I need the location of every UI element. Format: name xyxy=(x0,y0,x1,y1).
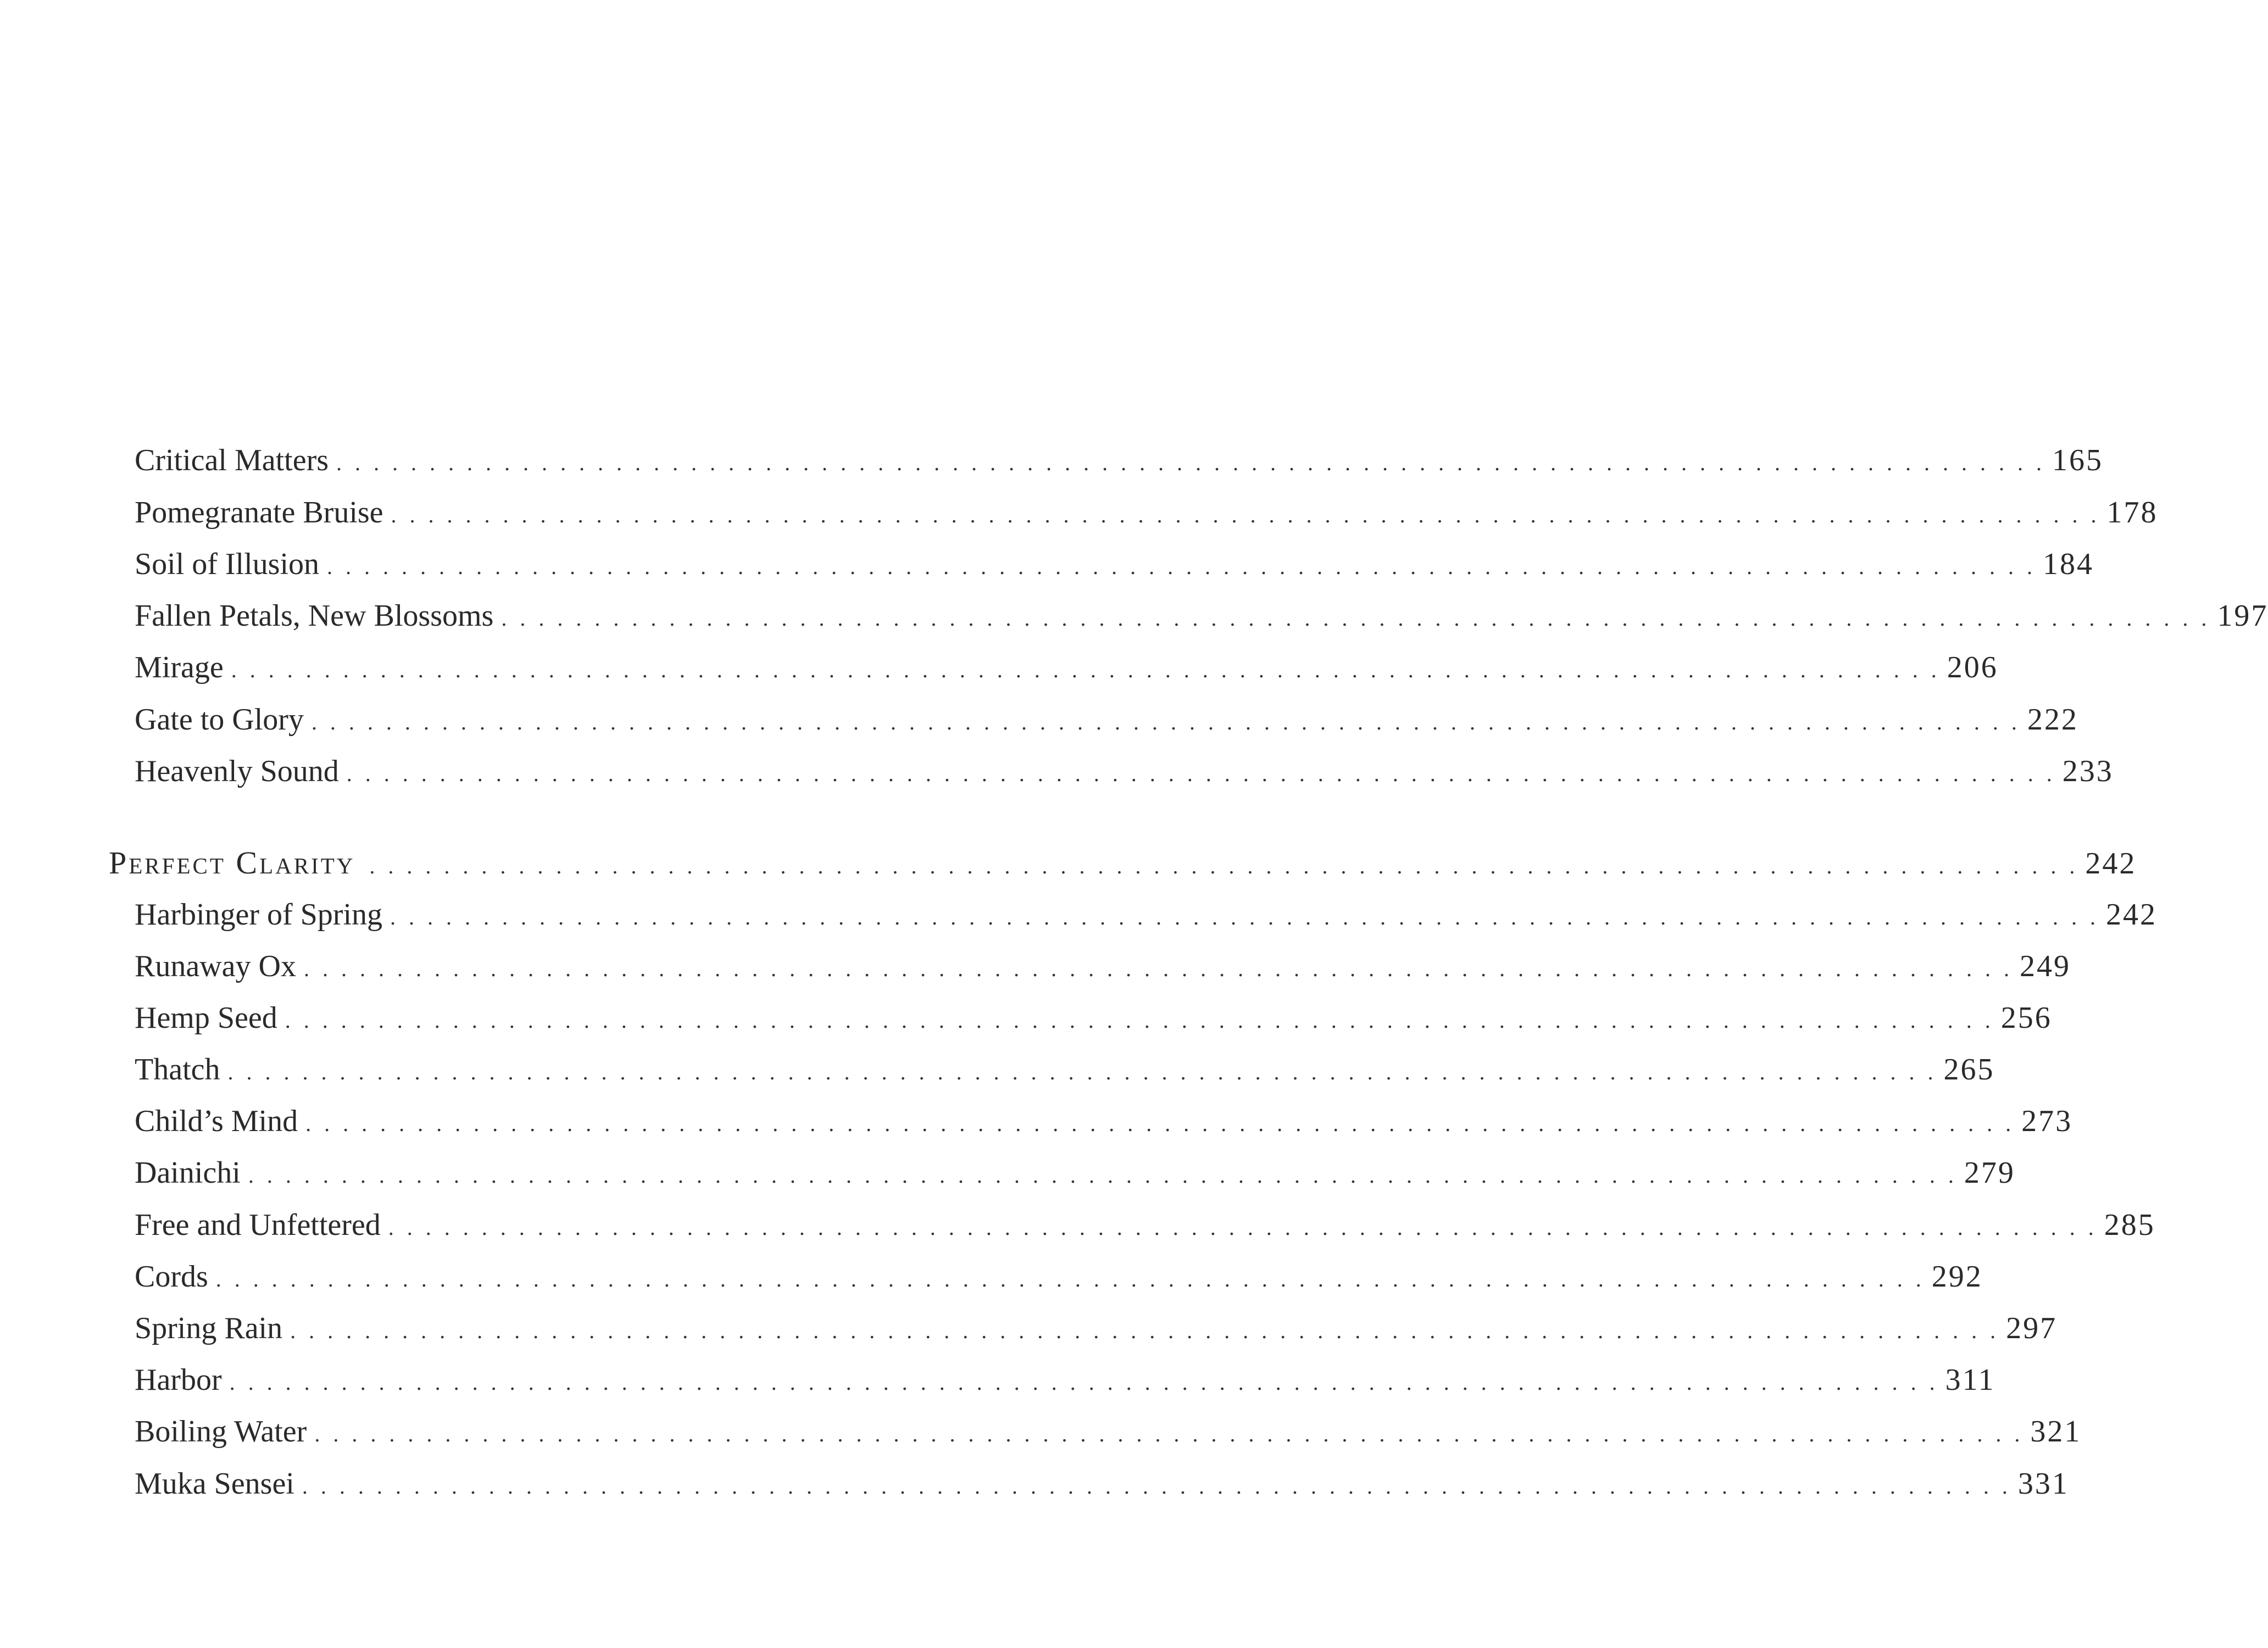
toc-entry-title: Child’s Mind xyxy=(135,1104,298,1138)
dot-leader: . . . . . . . . . . . . . . . . . . . . . . . . . . . . . . . . . . . . . . . . . . . . . . . . . . . . . . . . . . . . . . . . . . . . . . . . . . . . . . . . . . . . . . . . . . . . xyxy=(336,450,2046,475)
toc-page-number: 222 xyxy=(2027,703,2078,737)
toc-entry-title: Soil of Illusion xyxy=(135,547,320,581)
dot-leader: . . . . . . . . . . . . . . . . . . . . . . . . . . . . . . . . . . . . . . . . . . . . . . . . . . . . . . . . . . . . . . . . . . . . . . . . . . . . . . . . . . . . . . . . . . . . xyxy=(302,1474,2011,1499)
toc-entry-title: Fallen Petals, New Blossoms xyxy=(135,599,494,633)
dot-leader: . . . . . . . . . . . . . . . . . . . . . . . . . . . . . . . . . . . . . . . . . . . . . . . . . . . . . . . . . . . . . . . . . . . . . . . . . . . . . . . . . . . . . . . . . . . . xyxy=(227,1060,1937,1084)
toc-page-number: 311 xyxy=(1945,1363,1995,1397)
toc-entry xyxy=(135,597,2268,635)
toc-page-number: 256 xyxy=(2000,1001,2052,1035)
toc-page-number: 279 xyxy=(1964,1156,2015,1190)
toc-entry xyxy=(135,947,2071,986)
toc-page-number: 206 xyxy=(1947,650,1998,684)
toc-entry xyxy=(135,1465,2069,1503)
toc-page-number: 165 xyxy=(2052,443,2104,477)
dot-leader: . . . . . . . . . . . . . . . . . . . . . . . . . . . . . . . . . . . . . . . . . . . . . . . . . . . . . . . . . . . . . . . . . . . . . . . . . . . . . . . . . . . . . . . . . . . . xyxy=(501,606,2211,631)
toc-entry-title: Harbor xyxy=(135,1363,222,1397)
toc-entry-title: Harbinger of Spring xyxy=(135,898,383,932)
toc-entry-title: Pomegranate Bruise xyxy=(135,495,383,530)
toc-entry xyxy=(135,1309,2058,1348)
toc-entry-title: Critical Matters xyxy=(135,443,329,477)
toc-entry xyxy=(135,1050,1995,1089)
toc-page-number: 273 xyxy=(2021,1104,2073,1138)
toc-page-number: 331 xyxy=(2017,1467,2069,1501)
toc-entry-title: Hemp Seed xyxy=(135,1001,277,1035)
toc-entry-title: Thatch xyxy=(135,1053,220,1087)
toc-entry xyxy=(135,1206,2155,1244)
toc-entry-title: Cords xyxy=(135,1260,208,1294)
dot-leader: . . . . . . . . . . . . . . . . . . . . . . . . . . . . . . . . . . . . . . . . . . . . . . . . . . . . . . . . . . . . . . . . . . . . . . . . . . . . . . . . . . . . . . . . . . . . xyxy=(229,1370,1939,1395)
dot-leader: . . . . . . . . . . . . . . . . . . . . . . . . . . . . . . . . . . . . . . . . . . . . . . . . . . . . . . . . . . . . . . . . . . . . . . . . . . . . . . . . . . . . . . . . . . . . xyxy=(305,1111,2015,1136)
toc-entry xyxy=(135,493,2158,532)
toc-entry xyxy=(135,1361,1995,1399)
dot-leader: . . . . . . . . . . . . . . . . . . . . . . . . . . . . . . . . . . . . . . . . . . . . . . . . . . . . . . . . . . . . . . . . . . . . . . . . . . . . . . . . . . . . . . . . . . . . xyxy=(215,1267,1925,1291)
dot-leader: . . . . . . . . . . . . . . . . . . . . . . . . . . . . . . . . . . . . . . . . . . . . . . . . . . . . . . . . . . . . . . . . . . . . . . . . . . . . . . . . . . . . . . . . . . . . xyxy=(314,1422,2024,1446)
dot-leader: . . . . . . . . . . . . . . . . . . . . . . . . . . . . . . . . . . . . . . . . . . . . . . . . . . . . . . . . . . . . . . . . . . . . . . . . . . . . . . . . . . . . . . . . . . . . xyxy=(285,1008,1994,1033)
toc-entry xyxy=(135,1102,2073,1140)
toc-entry-title: Mirage xyxy=(135,650,224,684)
toc-page-number: 178 xyxy=(2106,495,2158,530)
toc-entry-title: Muka Sensei xyxy=(135,1467,294,1501)
dot-leader: . . . . . . . . . . . . . . . . . . . . . . . . . . . . . . . . . . . . . . . . . . . . . . . . . . . . . . . . . . . . . . . . . . . . . . . . . . . . . . . . . . . . . . . . . . . . xyxy=(346,761,2056,786)
toc-entry-title: Dainichi xyxy=(135,1156,241,1190)
dot-leader: . . . . . . . . . . . . . . . . . . . . . . . . . . . . . . . . . . . . . . . . . . . . . . . . . . . . . . . . . . . . . . . . . . . . . . . . . . . . . . . . . . . . . . . . . . . . xyxy=(231,658,1941,682)
dot-leader: . . . . . . . . . . . . . . . . . . . . . . . . . . . . . . . . . . . . . . . . . . . . . . . . . . . . . . . . . . . . . . . . . . . . . . . . . . . . . . . . . . . . . . . . . . . . xyxy=(303,956,2013,981)
toc-page-number: 242 xyxy=(2106,898,2158,932)
dot-leader: . . . . . . . . . . . . . . . . . . . . . . . . . . . . . . . . . . . . . . . . . . . . . . . . . . . . . . . . . . . . . . . . . . . . . . . . . . . . . . . . . . . . . . . . . . . . xyxy=(327,554,2037,579)
dot-leader: . . . . . . . . . . . . . . . . . . . . . . . . . . . . . . . . . . . . . . . . . . . . . . . . . . . . . . . . . . . . . . . . . . . . . . . . . . . . . . . . . . . . . . . . . . . . xyxy=(388,1215,2098,1240)
dot-leader: . . . . . . . . . . . . . . . . . . . . . . . . . . . . . . . . . . . . . . . . . . . . . . . . . . . . . . . . . . . . . . . . . . . . . . . . . . . . . . . . . . . . . . . . . . . . xyxy=(369,854,2079,878)
toc-entry xyxy=(135,1154,2015,1192)
section-title: Perfect Clarity xyxy=(109,845,355,881)
dot-leader: . . . . . . . . . . . . . . . . . . . . . . . . . . . . . . . . . . . . . . . . . . . . . . . . . . . . . . . . . . . . . . . . . . . . . . . . . . . . . . . . . . . . . . . . . . . . xyxy=(311,710,2021,734)
toc-page-number: 292 xyxy=(1931,1260,1983,1294)
toc-page-number: 321 xyxy=(2030,1415,2082,1449)
toc-entry xyxy=(135,1412,2082,1451)
toc-page-number: 242 xyxy=(2085,847,2137,881)
toc-page-number: 249 xyxy=(2019,949,2071,983)
toc-entry xyxy=(135,648,1998,687)
toc-page-number: 285 xyxy=(2104,1208,2155,1242)
dot-leader: . . . . . . . . . . . . . . . . . . . . . . . . . . . . . . . . . . . . . . . . . . . . . . . . . . . . . . . . . . . . . . . . . . . . . . . . . . . . . . . . . . . . . . . . . . . . xyxy=(390,905,2100,929)
toc-section-heading xyxy=(109,844,2137,882)
toc-page-number: 297 xyxy=(2006,1311,2058,1345)
toc-entry-title: Spring Rain xyxy=(135,1311,283,1345)
dot-leader: . . . . . . . . . . . . . . . . . . . . . . . . . . . . . . . . . . . . . . . . . . . . . . . . . . . . . . . . . . . . . . . . . . . . . . . . . . . . . . . . . . . . . . . . . . . . xyxy=(248,1163,1958,1188)
dot-leader: . . . . . . . . . . . . . . . . . . . . . . . . . . . . . . . . . . . . . . . . . . . . . . . . . . . . . . . . . . . . . . . . . . . . . . . . . . . . . . . . . . . . . . . . . . . . xyxy=(290,1318,2000,1343)
toc-entry-title: Heavenly Sound xyxy=(135,754,339,788)
toc-entry xyxy=(135,1257,1983,1296)
toc-page-number: 265 xyxy=(1943,1053,1995,1087)
toc-entry xyxy=(135,752,2114,790)
toc-entry xyxy=(135,700,2078,739)
dot-leader: . . . . . . . . . . . . . . . . . . . . . . . . . . . . . . . . . . . . . . . . . . . . . . . . . . . . . . . . . . . . . . . . . . . . . . . . . . . . . . . . . . . . . . . . . . . . xyxy=(391,503,2100,527)
toc-entry-title: Gate to Glory xyxy=(135,703,304,737)
toc-entry xyxy=(135,441,2104,480)
toc-entry xyxy=(135,999,2052,1037)
toc-entry xyxy=(135,545,2094,583)
toc-entry xyxy=(135,895,2158,934)
toc-page-number: 233 xyxy=(2062,754,2114,788)
toc-page-number: 197 xyxy=(2217,599,2268,633)
toc-entry-title: Runaway Ox xyxy=(135,949,296,983)
toc-entry-title: Boiling Water xyxy=(135,1415,307,1449)
toc-page-number: 184 xyxy=(2043,547,2094,581)
toc-entry-title: Free and Unfettered xyxy=(135,1208,381,1242)
